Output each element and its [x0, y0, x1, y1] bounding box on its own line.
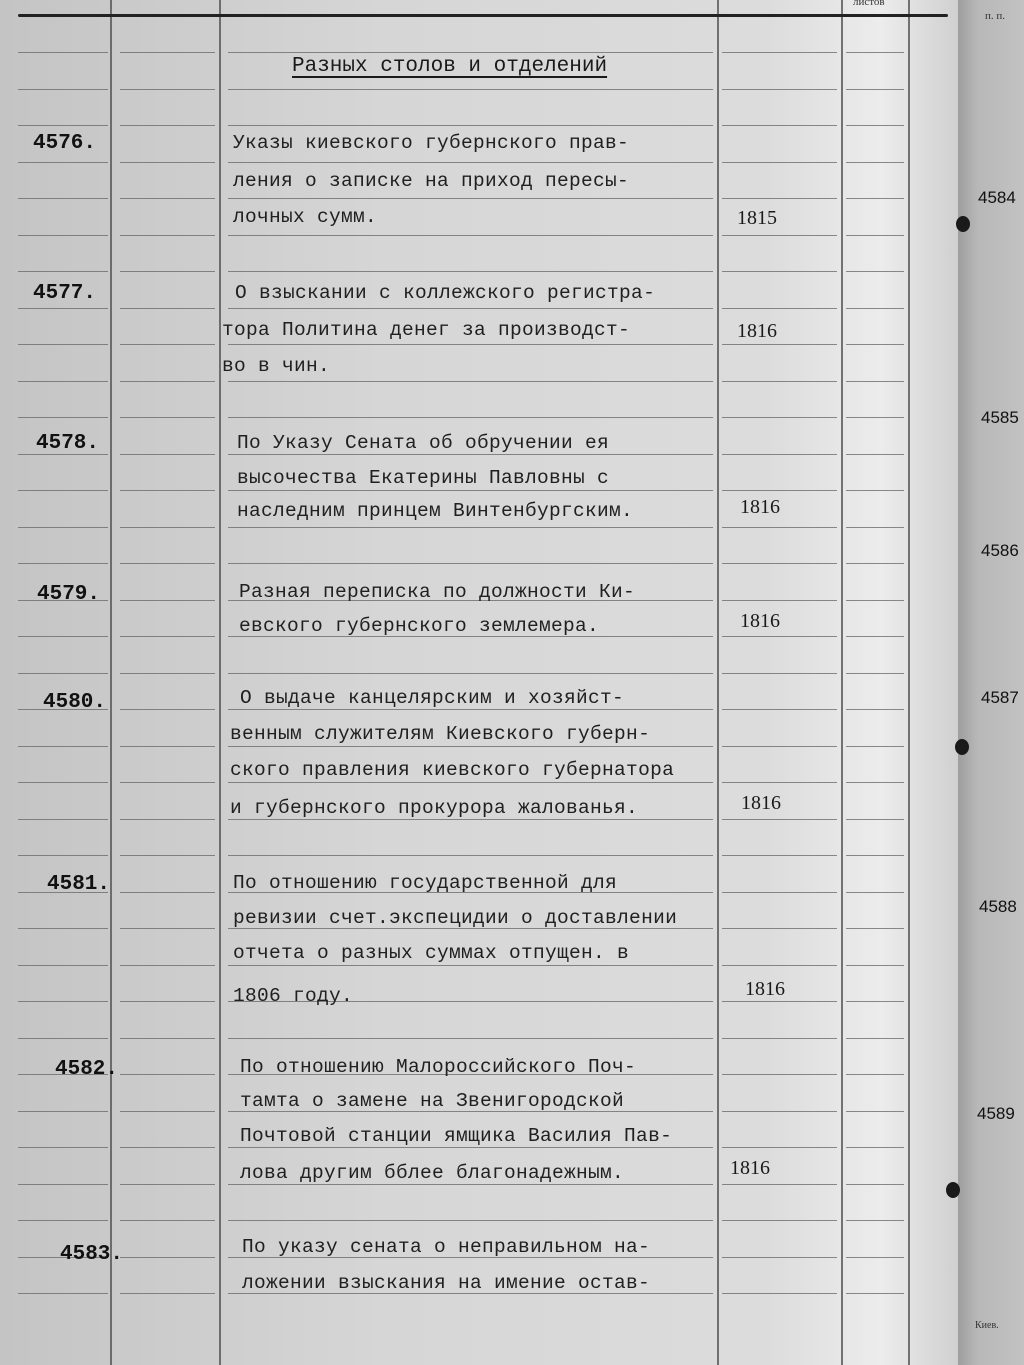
- ruled-line: [846, 527, 904, 528]
- ruled-line: [722, 1001, 837, 1002]
- ruled-line: [846, 855, 904, 856]
- ruled-line: [18, 52, 108, 53]
- ruled-line: [228, 89, 713, 90]
- ruled-line: [18, 636, 108, 637]
- ruled-line: [228, 235, 713, 236]
- ruled-line: [846, 1074, 904, 1075]
- ruled-line: [722, 746, 837, 747]
- column-divider: [908, 0, 910, 1365]
- ruled-line: [120, 819, 215, 820]
- entry-year: 1815: [737, 207, 777, 229]
- entry-text-line: Разная переписка по должности Ки-: [239, 581, 636, 603]
- ruled-line: [846, 563, 904, 564]
- ruled-line: [120, 381, 215, 382]
- ruled-line: [18, 819, 108, 820]
- entry-text-line: евского губернского землемера.: [239, 615, 600, 637]
- ruled-line: [120, 1293, 215, 1294]
- ruled-line: [120, 527, 215, 528]
- ruled-line: [228, 746, 713, 747]
- entry-number: 4578.: [36, 432, 100, 455]
- ruled-line: [120, 52, 215, 53]
- binding-hole: [956, 216, 970, 232]
- right-page-number: 4585: [981, 408, 1019, 427]
- ruled-line: [846, 673, 904, 674]
- entry-text-line: О взыскании с коллежского регистра-: [235, 282, 656, 304]
- ruled-line: [846, 636, 904, 637]
- ruled-line: [228, 709, 713, 710]
- column-divider: [219, 0, 221, 1365]
- ruled-line: [846, 308, 904, 309]
- ruled-line: [18, 344, 108, 345]
- ruled-line: [722, 162, 837, 163]
- ruled-line: [228, 855, 713, 856]
- ruled-line: [120, 636, 215, 637]
- column-divider: [841, 0, 843, 1365]
- ruled-line: [722, 271, 837, 272]
- entry-year: 1816: [737, 320, 777, 342]
- ruled-line: [120, 1074, 215, 1075]
- ruled-line: [722, 198, 837, 199]
- ruled-line: [228, 125, 713, 126]
- ruled-line: [228, 308, 713, 309]
- ruled-line: [228, 454, 713, 455]
- entry-text-line: во в чин.: [222, 355, 331, 377]
- entry-number: 4583.: [60, 1243, 124, 1266]
- ruled-line: [722, 1074, 837, 1075]
- ruled-line: [120, 198, 215, 199]
- ruled-line: [722, 819, 837, 820]
- ruled-line: [846, 235, 904, 236]
- ruled-line: [18, 1038, 108, 1039]
- ruled-line: [722, 52, 837, 53]
- ruled-line: [846, 782, 904, 783]
- ruled-line: [18, 417, 108, 418]
- entry-text-line: По указу сената о неправильном на-: [242, 1236, 651, 1258]
- ruled-line: [228, 162, 713, 163]
- ruled-line: [846, 709, 904, 710]
- ruled-line: [228, 673, 713, 674]
- ruled-line: [228, 563, 713, 564]
- ruled-line: [722, 490, 837, 491]
- ruled-line: [722, 600, 837, 601]
- entry-text-line: ского правления киевского губернатора: [230, 759, 675, 781]
- entry-number: 4582.: [55, 1058, 119, 1081]
- ruled-line: [722, 928, 837, 929]
- entry-number: 4580.: [43, 691, 107, 714]
- ruled-line: [120, 892, 215, 893]
- ruled-line: [846, 965, 904, 966]
- ruled-line: [120, 709, 215, 710]
- ruled-line: [120, 271, 215, 272]
- ruled-line: [722, 454, 837, 455]
- ruled-line: [120, 454, 215, 455]
- ruled-line: [120, 1111, 215, 1112]
- ruled-line: [120, 417, 215, 418]
- ruled-line: [846, 1220, 904, 1221]
- ruled-line: [120, 344, 215, 345]
- ruled-line: [120, 235, 215, 236]
- entry-text-line: и губернского прокурора жалованья.: [230, 797, 639, 819]
- ruled-line: [120, 1257, 215, 1258]
- entry-year: 1816: [730, 1157, 770, 1179]
- ruled-line: [18, 490, 108, 491]
- ruled-line: [846, 746, 904, 747]
- ruled-line: [120, 965, 215, 966]
- ruled-line: [120, 1038, 215, 1039]
- ruled-line: [120, 746, 215, 747]
- ruled-line: [18, 89, 108, 90]
- entry-number: 4579.: [37, 583, 101, 606]
- ruled-line: [846, 1001, 904, 1002]
- ruled-line: [846, 381, 904, 382]
- ruled-line: [846, 417, 904, 418]
- right-page-number: 4588: [979, 897, 1017, 916]
- ruled-line: [18, 1001, 108, 1002]
- ruled-line: [120, 1220, 215, 1221]
- ruled-line: [846, 600, 904, 601]
- ruled-line: [846, 1111, 904, 1112]
- ruled-line: [722, 892, 837, 893]
- column-divider: [110, 0, 112, 1365]
- ruled-line: [120, 1184, 215, 1185]
- ruled-line: [846, 1257, 904, 1258]
- ruled-line: [228, 782, 713, 783]
- ruled-line: [846, 162, 904, 163]
- ruled-line: [120, 1147, 215, 1148]
- ruled-line: [846, 454, 904, 455]
- header-rule: [18, 14, 948, 17]
- ruled-line: [846, 198, 904, 199]
- ruled-line: [722, 673, 837, 674]
- ruled-line: [120, 490, 215, 491]
- ruled-line: [846, 344, 904, 345]
- ruled-line: [120, 928, 215, 929]
- ruled-line: [846, 125, 904, 126]
- ruled-line: [18, 673, 108, 674]
- right-page-number: 4586: [981, 541, 1019, 560]
- entry-text-line: отчета о разных суммах отпущен. в: [233, 942, 630, 964]
- ruled-line: [722, 527, 837, 528]
- ruled-line: [120, 563, 215, 564]
- binding-hole: [946, 1182, 960, 1198]
- entry-text-line: высочества Екатерины Павловны с: [237, 467, 610, 489]
- binding-hole: [955, 739, 969, 755]
- right-page-number: 4589: [977, 1104, 1015, 1123]
- ruled-line: [722, 344, 837, 345]
- entry-text-line: тора Политина денег за производст-: [222, 319, 631, 341]
- ruled-line: [18, 1111, 108, 1112]
- ruled-line: [228, 1220, 713, 1221]
- ruled-line: [18, 527, 108, 528]
- ruled-line: [18, 1184, 108, 1185]
- ruled-line: [846, 490, 904, 491]
- section-title: Разных столов и отделений: [292, 55, 608, 78]
- ruled-line: [228, 490, 713, 491]
- entry-number: 4577.: [33, 282, 97, 305]
- entry-text-line: наследним принцем Винтенбургским.: [237, 500, 634, 522]
- ruled-line: [18, 162, 108, 163]
- ruled-line: [722, 1184, 837, 1185]
- entry-text-line: По отношению Малороссийского Поч-: [240, 1056, 637, 1078]
- ruled-line: [722, 381, 837, 382]
- ruled-line: [18, 1293, 108, 1294]
- ruled-line: [722, 125, 837, 126]
- entry-text-line: тамта о замене на Звенигородской: [240, 1090, 625, 1112]
- ruled-line: [228, 344, 713, 345]
- ruled-line: [846, 819, 904, 820]
- ruled-line: [846, 1184, 904, 1185]
- ruled-line: [722, 1147, 837, 1148]
- ruled-line: [228, 1147, 713, 1148]
- entry-text-line: ревизии счет.экспецидии о доставлении: [233, 907, 678, 929]
- ruled-line: [846, 892, 904, 893]
- ruled-line: [722, 965, 837, 966]
- entry-text-line: По Указу Сената об обручении ея: [237, 432, 610, 454]
- ruled-line: [722, 417, 837, 418]
- ruled-line: [120, 782, 215, 783]
- ruled-line: [18, 746, 108, 747]
- ruled-line: [228, 819, 713, 820]
- ruled-line: [18, 308, 108, 309]
- ruled-line: [722, 1038, 837, 1039]
- ruled-line: [228, 417, 713, 418]
- ruled-line: [120, 308, 215, 309]
- ruled-line: [846, 1038, 904, 1039]
- entry-year: 1816: [740, 610, 780, 632]
- ruled-line: [18, 928, 108, 929]
- ruled-line: [846, 271, 904, 272]
- ruled-line: [722, 1293, 837, 1294]
- ruled-line: [722, 89, 837, 90]
- entry-text-line: лочных сумм.: [233, 206, 378, 228]
- ruled-line: [120, 125, 215, 126]
- ruled-line: [228, 52, 713, 53]
- ruled-line: [120, 1001, 215, 1002]
- ruled-line: [722, 855, 837, 856]
- entry-year: 1816: [745, 978, 785, 1000]
- ruled-line: [722, 308, 837, 309]
- ruled-line: [722, 709, 837, 710]
- ruled-line: [18, 235, 108, 236]
- entry-text-line: Указы киевского губернского прав-: [233, 132, 630, 154]
- ruled-line: [228, 1184, 713, 1185]
- ruled-line: [18, 563, 108, 564]
- ruled-line: [228, 1038, 713, 1039]
- entry-text-line: венным служителям Киевского губерн-: [230, 723, 651, 745]
- ruled-line: [228, 527, 713, 528]
- ruled-line: [18, 271, 108, 272]
- ruled-line: [120, 673, 215, 674]
- ruled-line: [722, 1220, 837, 1221]
- ruled-line: [18, 1147, 108, 1148]
- ruled-line: [846, 928, 904, 929]
- ruled-line: [722, 1257, 837, 1258]
- ruled-line: [722, 1111, 837, 1112]
- column-header-pp: п. п.: [985, 10, 1006, 22]
- column-divider: [717, 0, 719, 1365]
- ruled-line: [18, 125, 108, 126]
- ruled-line: [120, 89, 215, 90]
- entry-text-line: По отношению государственной для: [233, 872, 618, 894]
- entry-year: 1816: [740, 496, 780, 518]
- right-page-number: 4587: [981, 688, 1019, 707]
- ruled-line: [722, 782, 837, 783]
- ruled-line: [846, 52, 904, 53]
- ruled-line: [18, 782, 108, 783]
- ruled-line: [120, 600, 215, 601]
- ruled-line: [722, 563, 837, 564]
- ruled-line: [18, 855, 108, 856]
- ruled-line: [722, 636, 837, 637]
- entry-text-line: 1806 году.: [233, 985, 354, 1007]
- ruled-line: [228, 198, 713, 199]
- ruled-line: [228, 965, 713, 966]
- entry-text-line: О выдаче канцелярским и хозяйст-: [240, 687, 625, 709]
- ruled-line: [18, 198, 108, 199]
- footer-note: Киев.: [975, 1320, 999, 1331]
- entry-text-line: Почтовой станции ямщика Василия Пав-: [240, 1125, 673, 1147]
- ruled-line: [18, 965, 108, 966]
- ruled-line: [846, 89, 904, 90]
- ruled-line: [120, 162, 215, 163]
- ruled-line: [722, 235, 837, 236]
- ruled-line: [228, 271, 713, 272]
- entry-text-line: ления о записке на приход пересы-: [233, 170, 630, 192]
- ruled-line: [846, 1293, 904, 1294]
- ruled-line: [120, 855, 215, 856]
- ruled-line: [846, 1147, 904, 1148]
- ruled-line: [228, 381, 713, 382]
- entry-text-line: лова другим бблее благонадежным.: [240, 1162, 625, 1184]
- entry-number: 4581.: [47, 873, 111, 896]
- ruled-line: [18, 381, 108, 382]
- entry-text-line: ложении взыскания на имение остав-: [242, 1272, 651, 1294]
- entry-year: 1816: [741, 792, 781, 814]
- column-header-sheets: листов: [853, 0, 885, 8]
- right-page-number: 4584: [978, 188, 1016, 207]
- ruled-line: [18, 1220, 108, 1221]
- entry-number: 4576.: [33, 132, 97, 155]
